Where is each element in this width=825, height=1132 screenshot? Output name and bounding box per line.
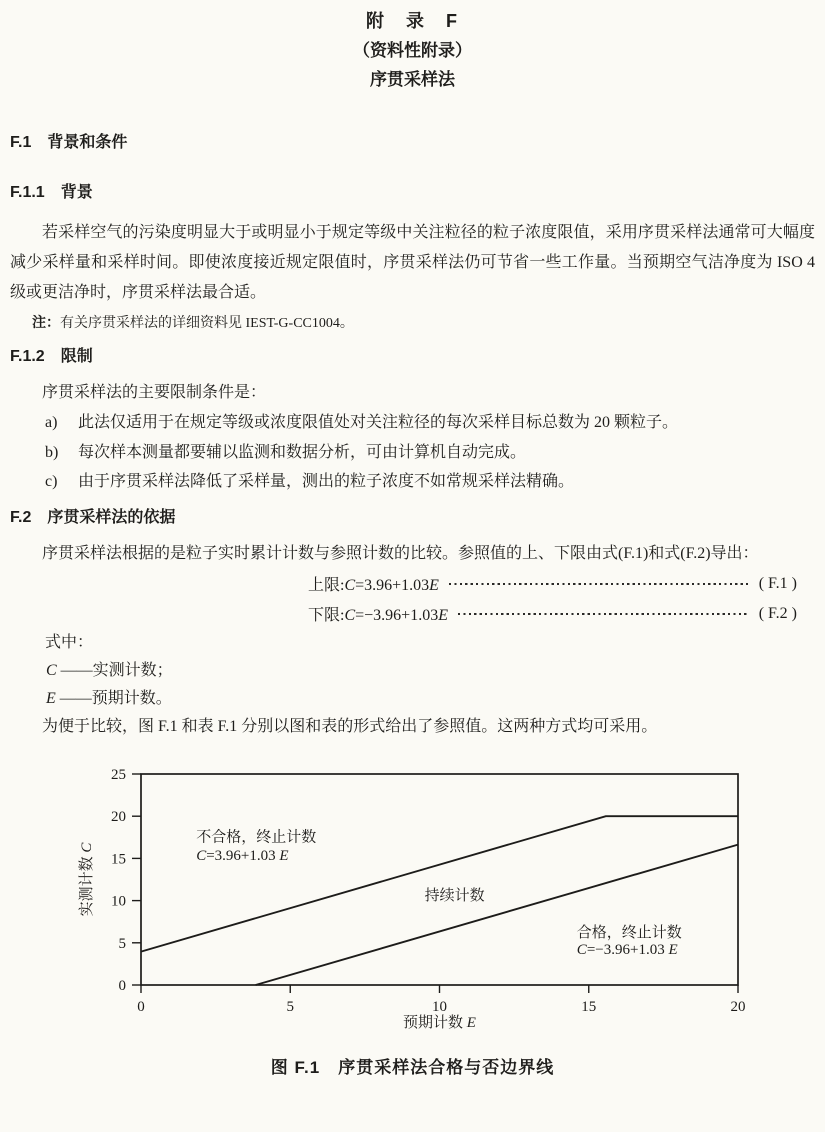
equation-f1-number: ( F.1 ) <box>758 574 797 592</box>
list-item-label: c) <box>45 473 58 490</box>
appendix-subject: 序贯采样法 <box>370 70 455 89</box>
figure-caption: 图 F.1 序贯采样法合格与否边界线 <box>270 1057 555 1077</box>
svg-text:5: 5 <box>118 935 126 952</box>
list-item-text: 每次样本测量都要辅以监测和数据分析，可由计算机自动完成。 <box>78 443 527 461</box>
note-text: 有关序贯采样法的详细资料见 IEST-G-CC1004。 <box>60 316 354 331</box>
equation-f2-number: ( F.2 ) <box>758 604 797 622</box>
svg-text:20: 20 <box>111 808 126 825</box>
list-item-label: b) <box>45 443 59 461</box>
svg-text:预期计数 E: 预期计数 E <box>403 1014 476 1031</box>
svg-text:15: 15 <box>581 998 597 1015</box>
equation-f2-body: 下限:C=−3.96+1.03E <box>308 607 448 624</box>
figure-f1 <box>10 759 815 1079</box>
svg-text:合格，终止计数: 合格，终止计数 <box>576 924 682 941</box>
equation-f2 <box>10 599 815 629</box>
svg-text:10: 10 <box>432 998 447 1015</box>
svg-text:C=−3.96+1.03 E: C=−3.96+1.03 E <box>576 941 678 958</box>
svg-text:持续计数: 持续计数 <box>424 887 485 904</box>
list-item-text: 此法仅适用于在规定等级或浓度限值处对关注粒径的每次采样目标总数为 20 颗粒子。 <box>78 414 679 431</box>
list-item-label: a) <box>45 414 58 431</box>
list-item <box>10 408 815 438</box>
svg-text:C=3.96+1.03 E: C=3.96+1.03 E <box>196 847 289 864</box>
list-item <box>10 467 815 497</box>
equation-f1 <box>10 569 815 599</box>
list-item-text: 由于序贯采样法降低了采样量，测出的粒子浓度不如常规采样法精确。 <box>78 473 575 490</box>
paragraph-basis: 序贯采样法根据的是粒子实时累计计数与参照计数的比较。参照值的上、下限由式(F.1)和式(F.2)导出： <box>42 544 759 562</box>
where-label: 式中： <box>45 633 94 651</box>
figure-f1-chart <box>65 759 765 1037</box>
document-title-block <box>10 6 815 94</box>
svg-text:25: 25 <box>111 766 126 783</box>
heading-f1: F.1 背景和条件 <box>10 134 128 151</box>
svg-text:0: 0 <box>137 998 145 1015</box>
appendix-title: 附 录 F <box>366 11 459 31</box>
heading-f1-1: F.1.1 背景 <box>10 184 93 201</box>
definition-c: C ——实测计数； <box>46 661 173 679</box>
svg-text:15: 15 <box>111 850 126 867</box>
closing-paragraph: 为便于比较，图 F.1 和表 F.1 分别以图和表的形式给出了参照值。这两种方式均可采用。 <box>42 717 658 735</box>
svg-text:10: 10 <box>111 893 126 910</box>
svg-text:不合格，终止计数: 不合格，终止计数 <box>196 829 317 845</box>
appendix-subtitle: （资料性附录） <box>353 41 472 60</box>
paragraph-background: 若采样空气的污染度明显大于或明显小于规定等级中关注粒径的粒子浓度限值，采用序贯采样法通常可大幅度减少采样量和采样时间。即使浓度接近规定限值时，序贯采样法仍可节省一些工作量。当预期空气洁净度为 ISO 4 级或更洁净时，序贯采样法最合适。 <box>10 224 815 301</box>
note <box>32 310 815 336</box>
heading-f2: F.2 序贯采样法的依据 <box>10 508 176 526</box>
heading-f1-2: F.1.2 限制 <box>10 348 93 365</box>
limit-intro: 序贯采样法的主要限制条件是： <box>42 384 267 401</box>
note-label: 注： <box>32 314 60 330</box>
list-item <box>10 438 815 468</box>
equation-f1-body: 上限:C=3.96+1.03E <box>308 577 439 594</box>
svg-text:20: 20 <box>730 998 746 1015</box>
svg-text:5: 5 <box>286 998 294 1015</box>
limit-list <box>10 408 815 497</box>
svg-text:实测计数 C: 实测计数 C <box>79 842 95 916</box>
definition-e: E ——预期计数。 <box>46 689 172 707</box>
svg-text:0: 0 <box>118 977 126 994</box>
